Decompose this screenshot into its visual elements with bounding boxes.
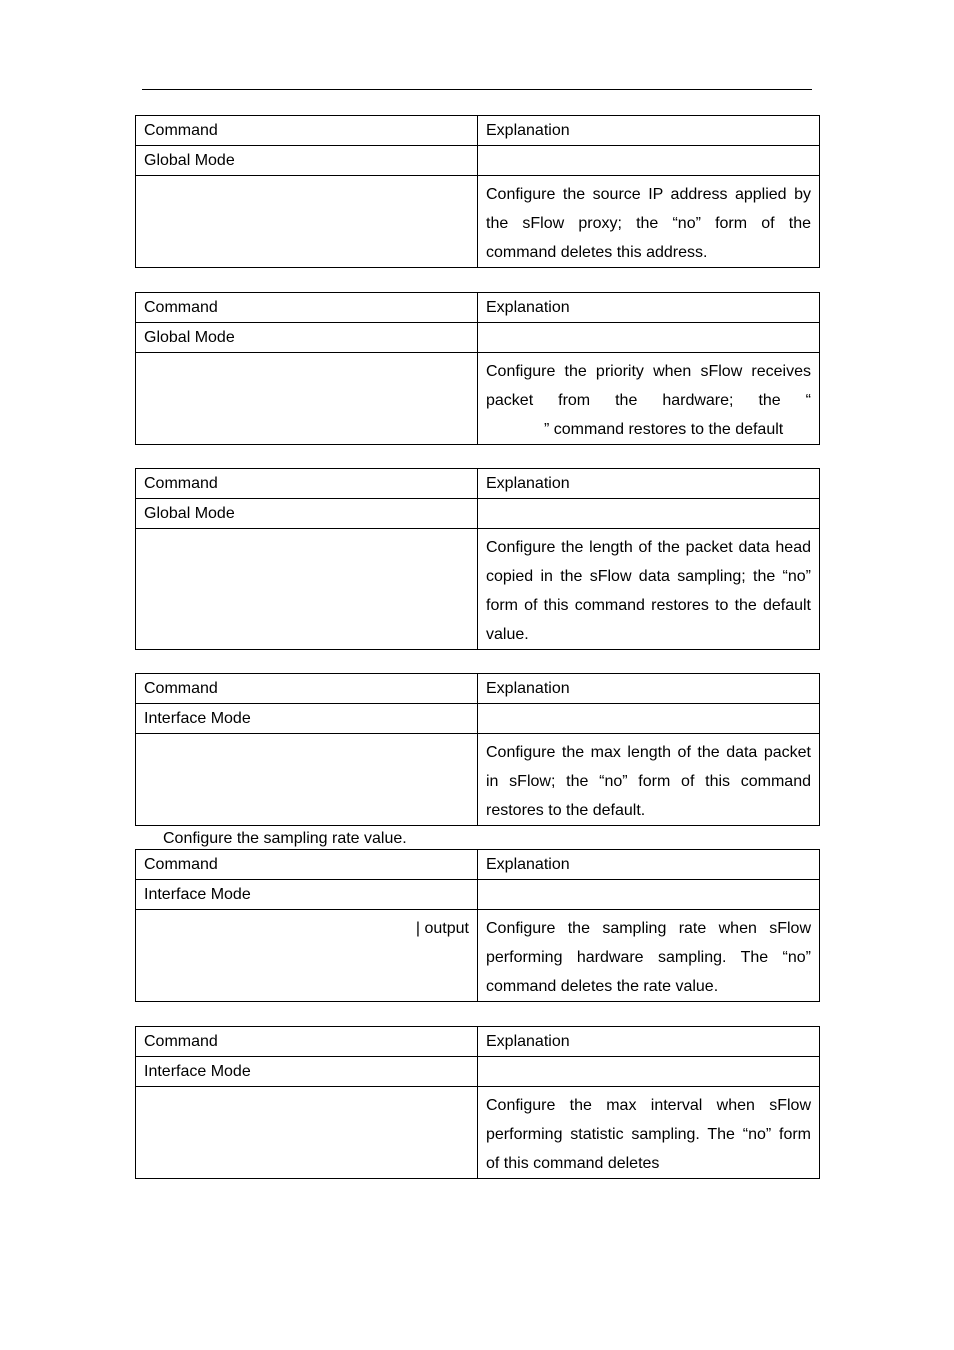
mode-empty-cell: [478, 499, 820, 529]
command-table-data-length: [135, 673, 820, 826]
section-caption-sampling-rate: Configure the sampling rate value.: [163, 830, 407, 847]
explanation-cell: Configure the length of the packet data head copied in the sFlow data sampling; the “no” form of this command restores to the default value.: [478, 529, 820, 650]
mode-empty-cell: [478, 146, 820, 176]
explanation-cell: Configure the max interval when sFlow performing statistic sampling. The “no” form of this command deletes: [478, 1087, 820, 1179]
mode-label: Interface Mode: [136, 880, 478, 910]
column-header-explanation: Explanation: [478, 674, 820, 704]
explanation-line-2: ” command restores to the default: [544, 421, 784, 438]
command-table-counter-interval: [135, 1026, 820, 1179]
column-header-explanation: Explanation: [478, 850, 820, 880]
column-header-explanation: Explanation: [478, 293, 820, 323]
mode-empty-cell: [478, 323, 820, 353]
column-header-explanation: Explanation: [478, 116, 820, 146]
mode-label: Interface Mode: [136, 1057, 478, 1087]
command-table-sampling-rate: [135, 849, 820, 1002]
page-header-rule: [142, 89, 812, 90]
explanation-cell: Configure the max length of the data packet in sFlow; the “no” form of this command restores to the default.: [478, 734, 820, 826]
column-header-command: Command: [136, 850, 478, 880]
command-table-header-length: [135, 468, 820, 650]
command-cell: [136, 1087, 478, 1179]
explanation-cell: Configure the sampling rate when sFlow performing hardware sampling. The “no” command deletes the rate value.: [478, 910, 820, 1002]
column-header-command: Command: [136, 674, 478, 704]
column-header-explanation: Explanation: [478, 1027, 820, 1057]
mode-label: Global Mode: [136, 146, 478, 176]
mode-label: Global Mode: [136, 499, 478, 529]
mode-empty-cell: [478, 880, 820, 910]
explanation-cell: Configure the source IP address applied by the sFlow proxy; the “no” form of the command deletes this address.: [478, 176, 820, 268]
command-cell: [136, 734, 478, 826]
command-cell: [136, 176, 478, 268]
column-header-command: Command: [136, 293, 478, 323]
mode-label: Interface Mode: [136, 704, 478, 734]
command-cell: [136, 353, 478, 445]
mode-empty-cell: [478, 704, 820, 734]
mode-label: Global Mode: [136, 323, 478, 353]
command-cell: [136, 529, 478, 650]
command-table-source-ip: [135, 115, 820, 268]
column-header-command: Command: [136, 116, 478, 146]
command-cell: | output: [136, 910, 478, 1002]
column-header-command: Command: [136, 469, 478, 499]
column-header-command: Command: [136, 1027, 478, 1057]
explanation-cell: [478, 353, 820, 445]
explanation-line-1: Configure the priority when sFlow receives packet from the hardware; the “: [486, 363, 811, 409]
command-table-priority: [135, 292, 820, 445]
column-header-explanation: Explanation: [478, 469, 820, 499]
mode-empty-cell: [478, 1057, 820, 1087]
